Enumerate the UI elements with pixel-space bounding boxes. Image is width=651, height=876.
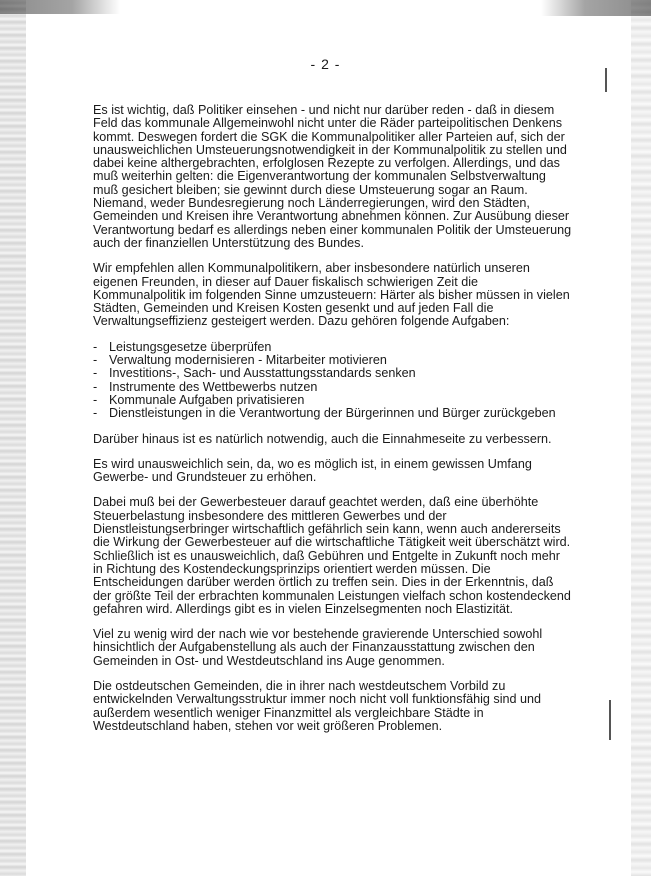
paragraph: Es ist wichtig, daß Politiker einsehen - und nicht nur darüber reden - daß in diesem Feld das kommunale Allgemeinwohl nicht unter die Räder parteipolitischen Denkens kommt. Deswegen fordert die SGK die Kommunalpolitiker aller Parteien auf, sich der unausweichlichen Umsteuerungsnotwendigkeit in der Kommunalpolitik zu stellen und dabei keine althergebrachten, erfolglosen Rezepte zu verfolgen. Allerdings, und das muß weiterhin gelten: die Eigenverantwortung der kommunalen Selbstverwaltung muß gesichert bleiben; sie gewinnt durch diese Umsteuerung sogar an Raum. Niemand, weder Bundesregierung noch Länderregierungen, wird den Städten, Gemeinden und Kreisen ihre Verantwortung abnehmen können. Zur Ausübung dieser Verantwortung bedarf es allerdings neben einer kommunalen Politik der Umsteuerung auch der finanziellen Unterstützung des Bundes. <box>93 103 572 250</box>
document-body <box>93 104 573 745</box>
list-item: - Kommunale Aufgaben privatisieren <box>93 394 573 407</box>
list-item: - Instrumente des Wettbewerbs nutzen <box>93 381 573 394</box>
scan-shadow-top-left <box>0 0 120 14</box>
list-item: - Investitions-, Sach- und Ausstattungsstandards senken <box>93 367 573 380</box>
margin-mark <box>609 700 611 740</box>
paragraph: Es wird unausweichlich sein, da, wo es möglich ist, in einem gewissen Umfang Gewerbe- und Grundsteuer zu erhöhen. <box>93 456 532 485</box>
paragraph: Schließlich ist es unausweichlich, daß Gebühren und Entgelte in Zukunft noch mehr in Richtung des Kostendeckungsprinzips orientiert werden müssen. Die Entscheidungen darüber werden örtlich zu treffen sein. Dies in der Erkenntnis, daß der größte Teil der erbrachten kommunalen Leistungen vielfach schon kostendeckend gefahren wird. Allerdings gibt es in vielen Einzelsegmenten noch Elastizität. <box>93 548 571 616</box>
paragraph: Dabei muß bei der Gewerbesteuer darauf geachtet werden, daß eine überhöhte Steuerbelastung insbesondere des mittleren Gewerbes und der Dienstleistungserbringer wirtschaftlich gefährlich sein kann, wenn auch andererseits die Wirkung der Gewerbesteuer auf die wirtschaftliche Tätigkeit weit überschätzt wird. <box>93 495 571 550</box>
list-item: - Dienstleistungen in die Verantwortung der Bürgerinnen und Bürger zurückgeben <box>93 407 573 420</box>
scan-shadow-top-right <box>541 0 651 16</box>
page-number: - 2 - <box>310 56 341 72</box>
paragraph: Die ostdeutschen Gemeinden, die in ihrer nach westdeutschem Vorbild zu entwickelnden Verwaltungsstruktur immer noch nicht voll funktionsfähig sind und außerdem wesentlich weniger Finanzmittel als vergleichbare Städte in Westdeutschland haben, stehen vor weit größeren Problemen. <box>93 678 542 733</box>
list-item: - Verwaltung modernisieren - Mitarbeiter motivieren <box>93 354 573 367</box>
paragraph: Darüber hinaus ist es natürlich notwendig, auch die Einnahmeseite zu verbessern. <box>93 431 552 446</box>
scan-edge-left <box>0 0 26 876</box>
paragraph: Viel zu wenig wird der nach wie vor bestehende gravierende Unterschied sowohl hinsichtlich der Aufgabenstellung als auch der Finanzausstattung zwischen den Gemeinden in Ost- und Westdeutschland ins Auge genommen. <box>93 627 543 668</box>
list-item: - Leistungsgesetze überprüfen <box>93 341 573 354</box>
paragraph: Wir empfehlen allen Kommunalpolitikern, aber insbesondere natürlich unseren eigenen Freunden, in dieser auf Dauer fiskalisch schwierigen Zeit die Kommunalpolitik im folgenden Sinne umzusteuern: Härter als bisher müssen in vielen Städten, Gemeinden und Kreisen Kosten gesenkt und auf jeden Fall die Verwaltungseffizienz gesteigert werden. Dazu gehören folgende Aufgaben: <box>93 261 570 329</box>
task-list <box>93 341 573 421</box>
scan-edge-right <box>631 0 651 876</box>
